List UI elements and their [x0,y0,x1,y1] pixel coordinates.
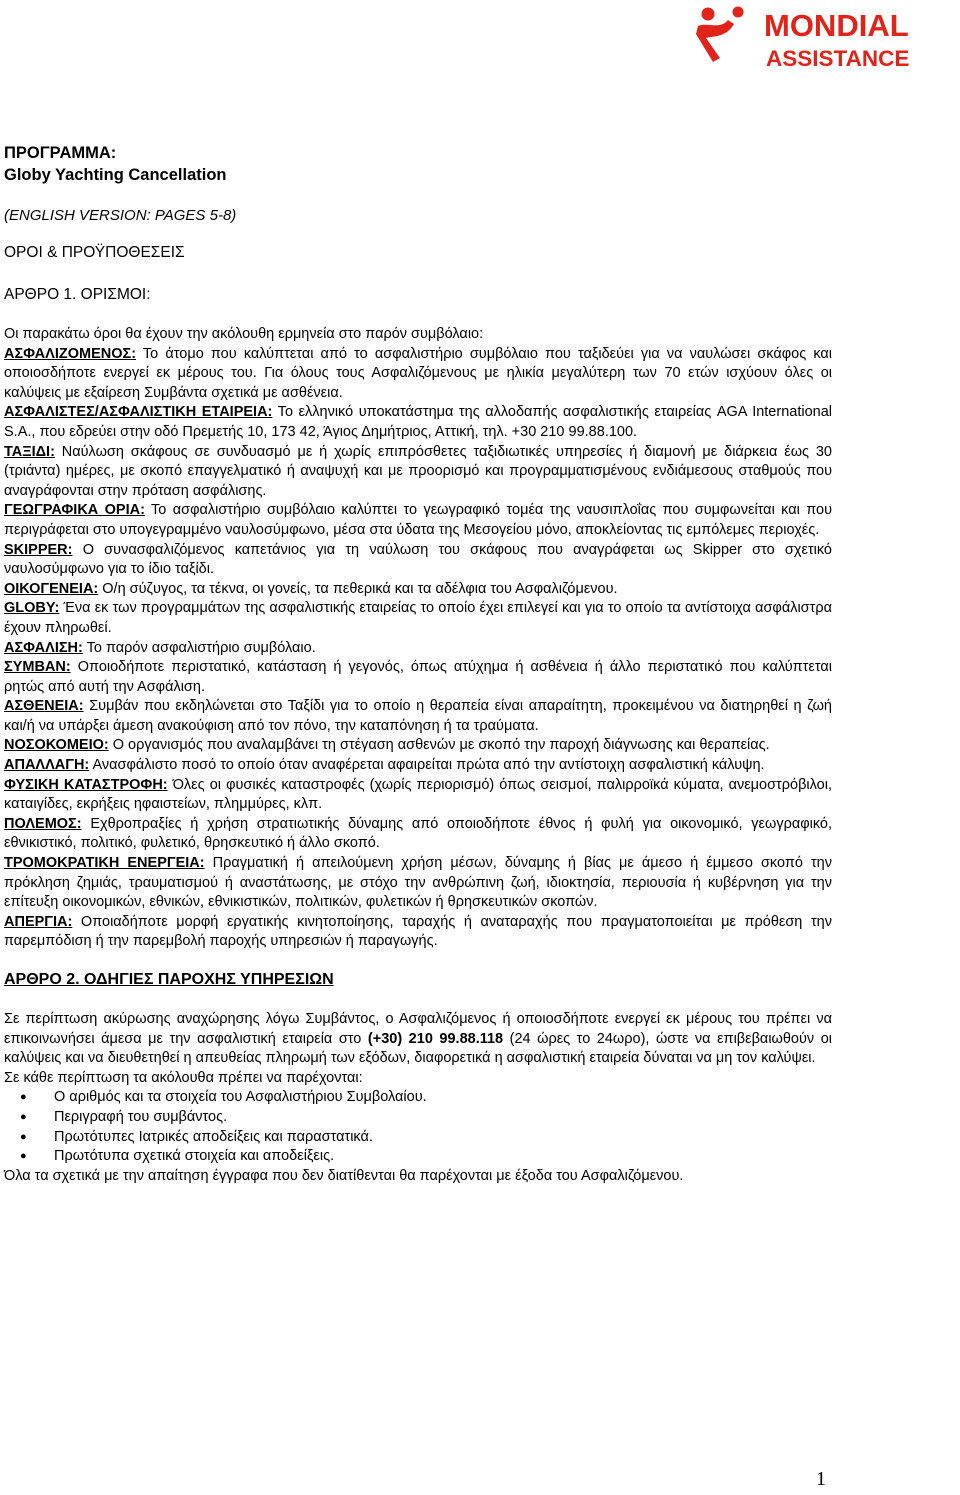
definition-illness: ΑΣΘΕΝΕΙΑ: Συμβάν που εκδηλώνεται στο Ταξίδι για το οποίο η θεραπεία είναι απαραίτητη, προκειμένου να διατηρηθεί η ζωή και/ή να υπάρξει άμεση ανακούφιση από τον πόνο, την καταπόνηση ή τα τραύματα. [4,698,832,734]
article2-paragraph: Σε περίπτωση ακύρωσης αναχώρησης λόγω Συμβάντος, ο Ασφαλιζόμενος ή οποιοσδήποτε ενεργεί εκ μέρους του πρέπει να επικοινωνήσει άμεσα με την ασφαλιστική εταιρεία στο (+30) 210 99.88.118 (24 ώρες το 24ωρο), ώστε να επιβεβαιωθούν οι καλύψεις και να διευθετηθεί η απευθείας πληρωμή των εξόδων, διαφορετικά η ασφαλιστική εταιρεία δύναται να μη τον καλύψει. [4,1011,832,1067]
definition-deductible: ΑΠΑΛΛΑΓΗ: Ανασφάλιστο ποσό το οποίο όταν αναφέρεται αφαιρείται πρώτα από την αντίστοιχη ασφαλιστική κάλυψη. [4,757,765,774]
article2-list-intro: Σε κάθε περίπτωση τα ακόλουθα πρέπει να παρέχονται: [4,1069,363,1086]
definition-globy: GLOBY: Ένα εκ των προγραμμάτων της ασφαλιστικής εταιρείας το οποίο έχει επιλεγεί και για το οποίο τα αντίστοιχα ασφάλιστρα έχουν πληρωθεί. [4,600,832,636]
page-number: 1 [816,1468,826,1490]
definition-term: ΑΣΦΑΛΙΣΤΕΣ/ΑΣΦΑΛΙΣΤΙΚΗ ΕΤΑΙΡΕΙΑ: [4,404,273,421]
logo-figure-icon [696,7,744,63]
english-version-note: (ENGLISH VERSION: PAGES 5-8) [4,207,237,224]
definition-insured: ΑΣΦΑΛΙΖΟΜΕΝΟΣ: Το άτομο που καλύπτεται από το ασφαλιστήριο συμβόλαιο που ταξιδεύει για να ναυλώσει σκάφος και οποιοσδήποτε ενεργεί εκ μέρους του. Για όλους τους Ασφαλιζόμενους με ηλικία μεγαλύτερη των 70 ετών ισχύουν όλες οι καλύψεις με εξαίρεση Συμβάντα σχετικά με ασθένεια. [4,345,832,401]
article2-closing: Όλα τα σχετικά με την απαίτηση έγγραφα που δεν διατίθενται θα παρέχονται με έξοδα του Ασφαλιζόμενου. [4,1167,684,1184]
article1-title: ΑΡΘΡΟ 1. ΟΡΙΣΜΟΙ: [4,286,151,303]
definition-term: ΑΠΕΡΓΙΑ: [4,913,73,930]
definition-geographic-limits: ΓΕΩΓΡΑΦΙΚΑ ΟΡΙΑ: Το ασφαλιστήριο συμβόλαιο καλύπτει το γεωγραφικό τομέα της ναυσιπλοΐας που συμφωνείται και που περιγράφεται στο υπογεγραμμένο ναυλοσύμφωνο, μέσα στα ύδατα της Μεσογείου μόνο, αποκλείοντας τις εμπόλεμες περιοχές. [4,502,832,538]
definition-strike: ΑΠΕΡΓΙΑ: Οποιαδήποτε μορφή εργατικής κινητοποίησης, ταραχής ή αναταραχής που πραγματοποιείται με πρόθεση την παρεμπόδιση ή την παρεμβολή παροχής υπηρεσιών ή παραγωγής. [4,913,832,950]
definition-terrorism: ΤΡΟΜΟΚΡΑΤΙΚΗ ΕΝΕΡΓΕΙΑ: Πραγματική ή απειλούμενη χρήση μέσων, δύναμης ή βίας με άμεσο ή έμμεσο σκοπό την πρόκληση ζημιάς, τραυματισμού ή αναστάτωσης, με στόχο την ανθρώπινη ζωή, ιδιοκτησία, περιουσία ή κυβέρνηση για την επίτευξη οικονομικών, εθνικών, εθνικιστικών, πολιτικών, φυλετικών ή θρησκευτικών σκοπών. [4,855,832,911]
definition-term: ΠΟΛΕΜΟΣ: [4,815,82,832]
definition-term: ΑΣΘΕΝΕΙΑ: [4,698,84,715]
definition-term: ΓΕΩΓΡΑΦΙΚΑ ΟΡΙΑ: [4,502,145,519]
definition-term: ΣΥΜΒΑΝ: [4,659,71,676]
document-body [4,142,832,1186]
definition-term: GLOBY: [4,600,60,617]
definition-term: ΤΑΞΙΔΙ: [4,443,55,460]
definition-trip: ΤΑΞΙΔΙ: Ναύλωση σκάφους σε συνδυασμό με ή χωρίς επιπρόσθετες ταξιδιωτικές υπηρεσίες ή διαμονή με διάρκεια έως 30 (τριάντα) ημέρες, με σκοπό επαγγελματικό ή αναψυχή και με προορισμό και προγραμματισμένους ενδιάμεσους σταθμούς που αναγράφονται στην πρόταση ασφάλισης. [4,443,832,499]
programme-label: ΠΡΟΓΡΑΜΜΑ: [4,144,117,162]
definition-term: ΝΟΣΟΚΟΜΕΙΟ: [4,737,109,754]
assistance-phone: (+30) 210 99.88.118 [367,1030,504,1047]
list-item: ● Πρωτότυπες Ιατρικές αποδείξεις και παραστατικά. [4,1128,832,1148]
definition-term: ΦΥΣΙΚΗ ΚΑΤΑΣΤΡΟΦΗ: [4,776,168,793]
definition-term: ΑΠΑΛΛΑΓΗ: [4,757,90,774]
definition-term: ΟΙΚΟΓΕΝΕΙΑ: [4,580,99,597]
definition-term: ΑΣΦΑΛΙΣΗ: [4,639,83,656]
definition-term: ΑΣΦΑΛΙΖΟΜΕΝΟΣ: [4,345,137,362]
definition-event: ΣΥΜΒΑΝ: Οποιοδήποτε περιστατικό, κατάσταση ή γεγονός, όπως ατύχημα ή ασθένεια ή άλλο περιστατικό που καλύπτεται ρητώς από αυτή την Ασφάλιση. [4,659,832,695]
list-item: ● Περιγραφή του συμβάντος. [4,1108,832,1128]
list-item: ● Ο αριθμός και τα στοιχεία του Ασφαλιστήριου Συμβολαίου. [4,1088,832,1108]
definition-natural-disaster: ΦΥΣΙΚΗ ΚΑΤΑΣΤΡΟΦΗ: Όλες οι φυσικές καταστροφές (χωρίς περιορισμό) όπως σεισμοί, παλιρροϊκά κύματα, ανεμοστρόβιλοι, καταιγίδες, εκρήξεις ηφαιστείων, πλημμύρες, κλπ. [4,776,832,813]
logo-line1: MONDIAL [764,8,909,43]
mondial-assistance-logo [694,2,956,74]
list-item: ● Πρωτότυπα σχετικά στοιχεία και αποδείξεις. [4,1147,832,1167]
definition-insurance: ΑΣΦΑΛΙΣΗ: Το παρόν ασφαλιστήριο συμβόλαιο. [4,639,316,656]
article2-title: ΑΡΘΡΟ 2. ΟΔΗΓΙΕΣ ΠΑΡΟΧΗΣ ΥΠΗΡΕΣΙΩΝ [4,971,334,988]
definition-insurers: ΑΣΦΑΛΙΣΤΕΣ/ΑΣΦΑΛΙΣΤΙΚΗ ΕΤΑΙΡΕΙΑ: Το ελληνικό υποκατάστημα της αλλοδαπής ασφαλιστικής εταιρείας AGA International S.A., που εδρεύει στην οδό Πρεμετής 10, 173 42, Άγιος Δημήτριος, Αττική, τηλ. +30 210 99.88.100. [4,404,832,440]
programme-name: Globy Yachting Cancellation [4,166,227,184]
definition-family: ΟΙΚΟΓΕΝΕΙΑ: Ο/η σύζυγος, τα τέκνα, οι γονείς, τα πεθερικά και τα αδέλφια του Ασφαλιζόμενου. [4,580,618,597]
required-documents-list [4,1088,832,1166]
definition-term: ΤΡΟΜΟΚΡΑΤΙΚΗ ΕΝΕΡΓΕΙΑ: [4,855,205,872]
definition-skipper: SKIPPER: Ο συνασφαλιζόμενος καπετάνιος για τη ναύλωση του σκάφους που αναγράφεται ως Skipper στο σχετικό ναυλοσύμφωνο για το ίδιο ταξίδι. [4,541,832,578]
definition-war: ΠΟΛΕΜΟΣ: Εχθροπραξίες ή χρήση στρατιωτικής δύναμης από οποιοδήποτε έθνος ή φυλή για οικονομικό, γεωγραφικό, εθνικιστικό, πολιτικό, φυλετικό, θρησκευτικό ή άλλο σκοπό. [4,815,832,852]
terms-title: ΟΡΟΙ & ΠΡΟΫΠΟΘΕΣΕΙΣ [4,244,185,261]
logo-line2: ASSISTANCE [766,46,910,71]
definition-term: SKIPPER: [4,541,73,558]
intro-text: Οι παρακάτω όροι θα έχουν την ακόλουθη ερμηνεία στο παρόν συμβόλαιο: [4,326,484,342]
definition-hospital: ΝΟΣΟΚΟΜΕΙΟ: Ο οργανισμός που αναλαμβάνει τη στέγαση ασθενών με σκοπό την παροχή διάγνωσης και θεραπείας. [4,737,770,754]
